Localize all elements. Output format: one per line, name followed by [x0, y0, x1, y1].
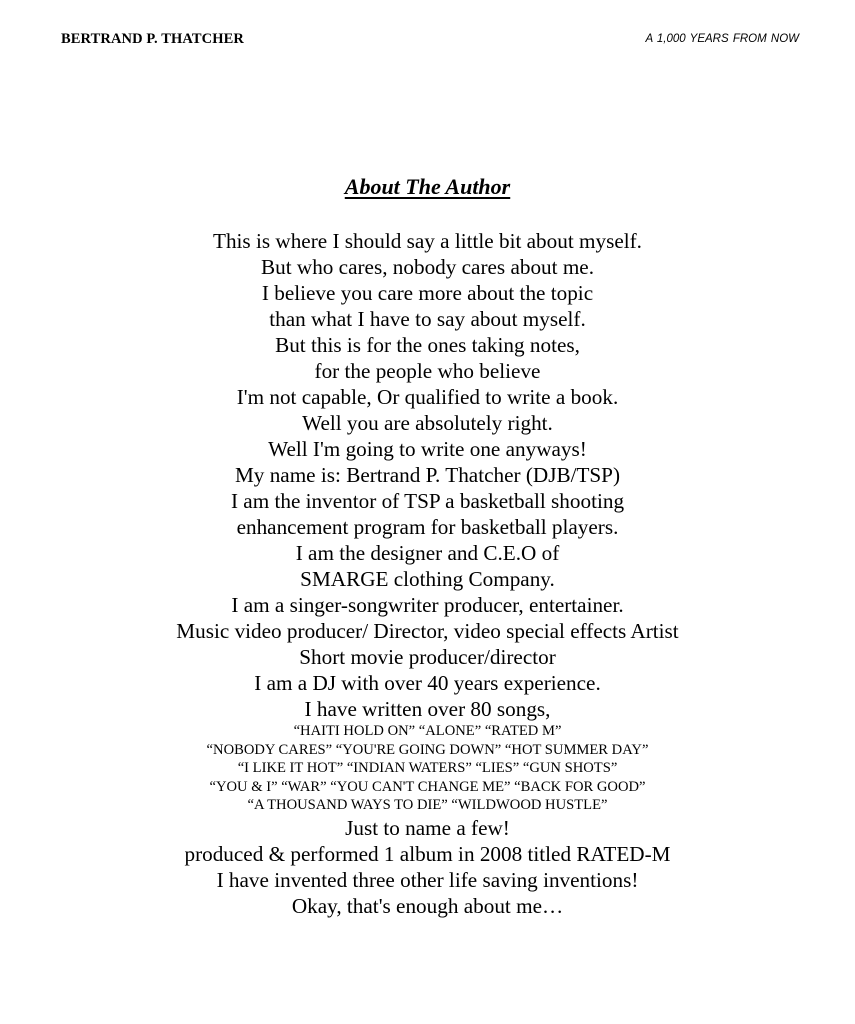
text-line: My name is: Bertrand P. Thatcher (DJB/TSP)	[234, 463, 621, 487]
text-line: for the people who believe	[314, 359, 541, 383]
text-line: I have invented three other life saving inventions!	[216, 867, 639, 892]
text-line: I am the designer and C.E.O of	[295, 541, 560, 565]
page-heading: About The Author	[344, 174, 511, 199]
text-line: This is where I should say a little bit about myself.	[213, 229, 642, 253]
text-line: I have written over 80 songs,	[304, 697, 551, 721]
song-list-line: “YOU & I” “WAR” “YOU CAN'T CHANGE ME” “BACK FOR GOOD”	[209, 778, 646, 795]
text-line: But this is for the ones taking notes,	[275, 333, 580, 357]
running-header-author: BERTRAND P. THATCHER	[61, 31, 244, 47]
song-list-line: “I LIKE IT HOT” “INDIAN WATERS” “LIES” “GUN SHOTS”	[237, 760, 618, 777]
text-line: Well I'm going to write one anyways!	[268, 437, 587, 461]
text-line: I believe you care more about the topic	[261, 281, 594, 305]
text-line: Well you are absolutely right.	[302, 411, 553, 435]
text-line: enhancement program for basketball players.	[236, 515, 619, 539]
text-line: Short movie producer/director	[299, 645, 556, 669]
text-line: Okay, that's enough about me…	[291, 893, 564, 918]
text-line: I am a DJ with over 40 years experience.	[254, 671, 601, 695]
text-line: Just to name a few!	[345, 815, 510, 840]
text-line: I'm not capable, Or qualified to write a book.	[236, 385, 619, 409]
text-line: I am the inventor of TSP a basketball shooting	[230, 489, 625, 513]
text-line: I am a singer-songwriter producer, entertainer.	[231, 593, 624, 617]
text-line: produced & performed 1 album in 2008 titled RATED-M	[184, 841, 671, 866]
text-line: But who cares, nobody cares about me.	[260, 255, 595, 279]
text-line: SMARGE clothing Company.	[300, 567, 555, 591]
song-list-line: “A THOUSAND WAYS TO DIE” “WILDWOOD HUSTLE”	[247, 797, 608, 814]
running-header-book-title: A 1,000 YEARS FROM NOW	[645, 33, 799, 45]
text-line: Music video producer/ Director, video special effects Artist	[176, 619, 679, 643]
about-author-text	[0, 228, 855, 919]
song-list-line: “NOBODY CARES” “YOU'RE GOING DOWN” “HOT SUMMER DAY”	[206, 741, 649, 758]
text-line: than what I have to say about myself.	[269, 307, 586, 331]
song-list-line: “HAITI HOLD ON” “ALONE” “RATED M”	[293, 723, 562, 739]
